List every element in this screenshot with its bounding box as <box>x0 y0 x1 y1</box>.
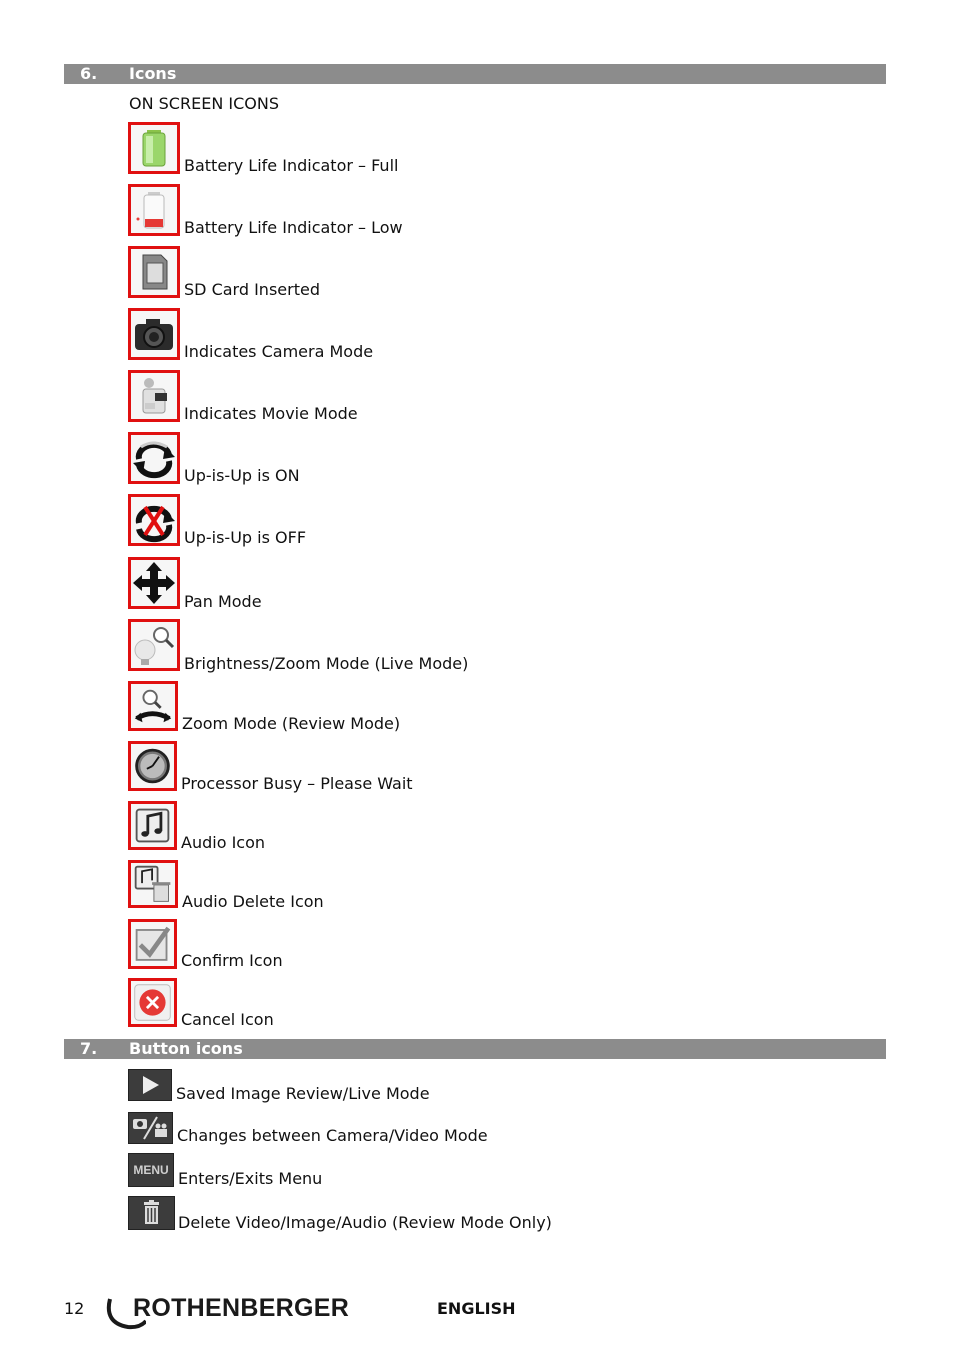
section-number: 7. <box>80 1039 98 1058</box>
zoom-magnifier-icon <box>128 681 178 731</box>
icon-label: Confirm Icon <box>181 951 283 970</box>
rotate-on-icon <box>128 432 180 484</box>
menu-icon <box>128 1153 174 1187</box>
battery-low-icon <box>128 184 180 236</box>
sd-card-icon <box>128 246 180 298</box>
subheading: ON SCREEN ICONS <box>129 94 279 113</box>
icon-label: Battery Life Indicator – Full <box>184 156 399 175</box>
movie-camera-icon <box>128 370 180 422</box>
icon-label: Audio Delete Icon <box>182 892 324 911</box>
icon-label: Indicates Camera Mode <box>184 342 374 361</box>
button-label: Changes between Camera/Video Mode <box>177 1126 488 1145</box>
icon-label: Pan Mode <box>184 592 262 611</box>
icon-label: Zoom Mode (Review Mode) <box>182 714 401 733</box>
camera-video-toggle-icon <box>128 1112 173 1144</box>
icon-label: SD Card Inserted <box>184 280 320 299</box>
audio-delete-icon <box>128 860 178 908</box>
play-triangle-icon <box>128 1069 172 1101</box>
section-number: 6. <box>80 64 98 83</box>
section-7-header <box>64 1039 886 1059</box>
camera-icon <box>128 308 180 360</box>
icon-label: Up-is-Up is ON <box>184 466 300 485</box>
icon-label: Up-is-Up is OFF <box>184 528 307 547</box>
trash-icon <box>128 1196 175 1230</box>
bulb-magnifier-icon <box>128 619 180 671</box>
brand-name: ROTHENBERGER <box>133 1294 350 1322</box>
icon-label: Battery Life Indicator – Low <box>184 218 403 237</box>
button-label: Delete Video/Image/Audio (Review Mode Only) <box>178 1213 552 1232</box>
pan-arrows-icon <box>128 557 180 609</box>
icon-label: Processor Busy – Please Wait <box>181 774 413 793</box>
section-6-header <box>64 64 886 84</box>
button-label: Saved Image Review/Live Mode <box>176 1084 430 1103</box>
button-label: Enters/Exits Menu <box>178 1169 323 1188</box>
section-title: Icons <box>129 64 177 83</box>
music-note-icon <box>128 801 177 850</box>
icon-label: Audio Icon <box>181 833 266 852</box>
icon-label: Brightness/Zoom Mode (Live Mode) <box>184 654 469 673</box>
checkmark-icon <box>128 919 177 969</box>
clock-icon <box>128 741 177 791</box>
rotate-off-icon <box>128 494 180 546</box>
brand-logo <box>106 1293 350 1333</box>
language-label: ENGLISH <box>437 1299 516 1318</box>
battery-full-icon <box>128 122 180 174</box>
page-number: 12 <box>64 1299 85 1318</box>
icon-label: Indicates Movie Mode <box>184 404 358 423</box>
section-title: Button icons <box>129 1039 243 1058</box>
icon-label: Cancel Icon <box>181 1010 274 1029</box>
menu-icon-text: MENU <box>133 1163 169 1177</box>
cancel-x-icon <box>128 978 177 1027</box>
